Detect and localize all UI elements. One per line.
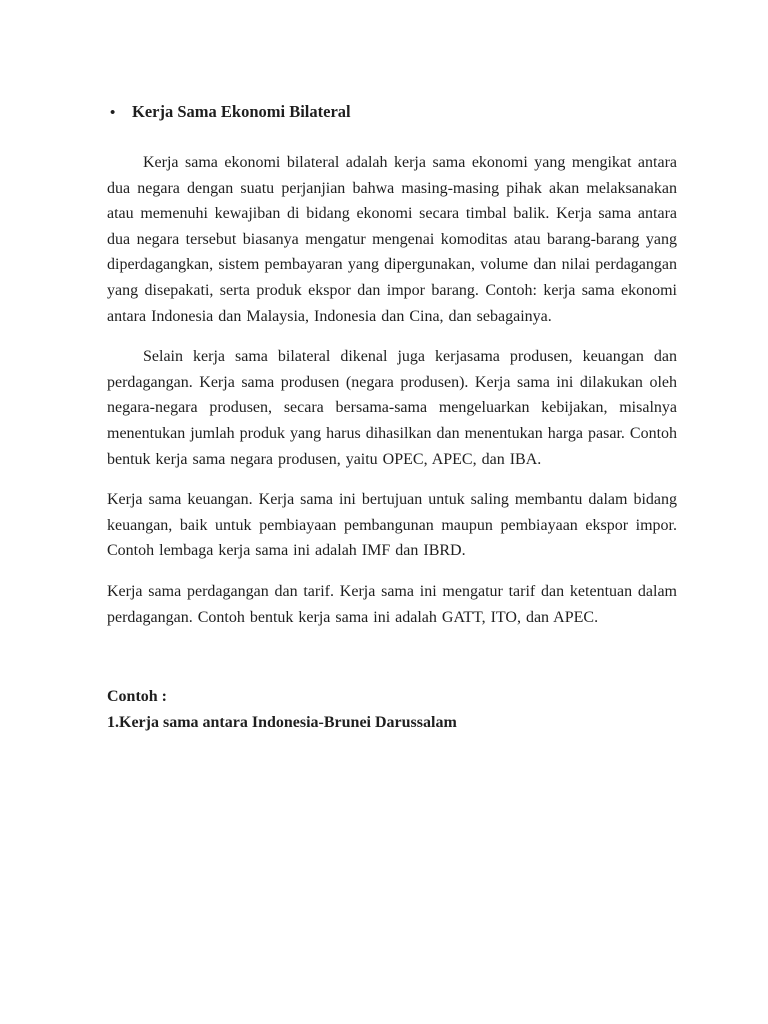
paragraph-produsen: Selain kerja sama bilateral dikenal juga kerjasama produsen, keuangan dan perdagangan. Kerja sama produsen (negara produsen). Kerja sama ini dilakukan oleh negara-negara produsen, secara bersama-sama mengeluarkan kebijakan, misalnya menentukan jumlah produk yang harus dihasilkan dan menentukan harga pasar. Contoh bentuk kerja sama negara produsen, yaitu OPEC, APEC, dan IBA. [107, 348, 678, 468]
paragraph-keuangan: Kerja sama keuangan. Kerja sama ini bertujuan untuk saling membantu dalam bidang keuangan, baik untuk pembiayaan pembangunan maupun pembiayaan ekspor impor. Contoh lembaga kerja sama ini adalah IMF dan IBRD. [107, 491, 677, 560]
paragraph-bilateral-definition: Kerja sama ekonomi bilateral adalah kerja sama ekonomi yang mengikat antara dua negara dengan suatu perjanjian bahwa masing-masing pihak akan melaksanakan atau memenuhi kewajiban di bidang ekonomi secara timbal balik. Kerja sama antara dua negara tersebut biasanya mengatur mengenai komoditas atau barang-barang yang diperdagangkan, sistem pembayaran yang dipergunakan, volume dan nilai perdagangan yang disepakati, serta produk ekspor dan impor barang. Contoh: kerja sama ekonomi antara Indonesia dan Malaysia, Indonesia dan Cina, dan sebagainya. [107, 154, 677, 325]
example-item: 1.Kerja sama antara Indonesia-Brunei Darussalam [107, 713, 457, 731]
paragraph-perdagangan-tarif: Kerja sama perdagangan dan tarif. Kerja sama ini mengatur tarif dan ketentuan dalam perdagangan. Contoh bentuk kerja sama ini adalah GATT, ITO, dan APEC. [107, 582, 677, 626]
section-heading [107, 100, 677, 124]
bullet-marker-icon: • [110, 105, 116, 121]
example-section [107, 684, 677, 735]
example-heading: Contoh : [107, 688, 168, 706]
document-content [107, 100, 677, 735]
section-heading-text: Kerja Sama Ekonomi Bilateral [132, 102, 351, 121]
